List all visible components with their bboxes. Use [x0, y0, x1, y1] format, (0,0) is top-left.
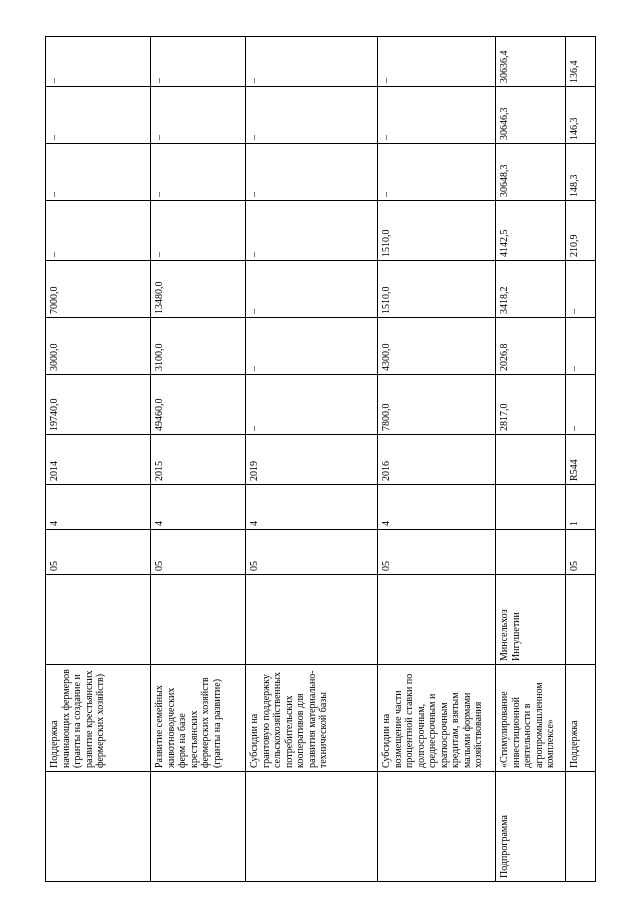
- cell-status: [46, 772, 151, 882]
- cell-year-value: 148,3: [566, 144, 596, 201]
- table-row: [378, 37, 496, 882]
- cell-year-value: –: [151, 144, 246, 201]
- cell-code2: R544: [566, 435, 596, 485]
- cell-year-value: –: [246, 375, 378, 435]
- cell-year-value: 3418,2: [496, 261, 566, 318]
- cell-code: 4: [246, 485, 378, 530]
- table-row: [246, 37, 378, 882]
- cell-year-value: 13480,0: [151, 261, 246, 318]
- cell-year-value: 1510,0: [378, 201, 496, 261]
- cell-year-value: 2817,0: [496, 375, 566, 435]
- cell-executor: [246, 575, 378, 665]
- cell-name: «Стимулирование инвестиционной деятельности в агропромышленном комплексе»: [496, 665, 566, 772]
- cell-year-value: 30648,3: [496, 144, 566, 201]
- cell-year-value: –: [246, 261, 378, 318]
- cell-status: [378, 772, 496, 882]
- cell-executor: [46, 575, 151, 665]
- cell-grbs: 05: [378, 530, 496, 575]
- cell-year-value: 49460,0: [151, 375, 246, 435]
- cell-year-value: –: [246, 318, 378, 375]
- cell-year-value: 4142,5: [496, 201, 566, 261]
- cell-status: [566, 772, 596, 882]
- cell-year-value: –: [378, 144, 496, 201]
- cell-name: Поддержка: [566, 665, 596, 772]
- cell-year-value: 136,4: [566, 37, 596, 87]
- cell-executor: [566, 575, 596, 665]
- cell-executor: Минсельхоз Ингушетии: [496, 575, 566, 665]
- table-row: [46, 37, 151, 882]
- cell-code: 1: [566, 485, 596, 530]
- cell-year-value: –: [566, 261, 596, 318]
- cell-year-value: –: [246, 144, 378, 201]
- cell-code2: 2019: [246, 435, 378, 485]
- cell-status: [246, 772, 378, 882]
- cell-status: Подпрограмма: [496, 772, 566, 882]
- cell-name: Субсидии на грантовую поддержку сельскохозяйственных потребительских кооперативов для развития материально-технической базы: [246, 665, 378, 772]
- cell-grbs: 05: [46, 530, 151, 575]
- cell-year-value: –: [151, 201, 246, 261]
- cell-year-value: 19740,0: [46, 375, 151, 435]
- cell-grbs: 05: [151, 530, 246, 575]
- cell-status: [151, 772, 246, 882]
- cell-grbs: 05: [246, 530, 378, 575]
- cell-year-value: –: [46, 37, 151, 87]
- cell-executor: [151, 575, 246, 665]
- budget-table: [45, 36, 596, 882]
- cell-code2: 2015: [151, 435, 246, 485]
- table-row: [566, 37, 596, 882]
- cell-year-value: –: [246, 87, 378, 144]
- cell-year-value: 4300,0: [378, 318, 496, 375]
- cell-code: [496, 485, 566, 530]
- cell-code2: 2014: [46, 435, 151, 485]
- cell-code2: [496, 435, 566, 485]
- cell-grbs: [496, 530, 566, 575]
- cell-code2: 2016: [378, 435, 496, 485]
- cell-code: 4: [378, 485, 496, 530]
- cell-name: Поддержка начинающих фермеров (гранты на создание и развитие крестьянских фермерских хозяйств): [46, 665, 151, 772]
- table-row: [151, 37, 246, 882]
- cell-grbs: 05: [566, 530, 596, 575]
- cell-year-value: –: [46, 144, 151, 201]
- cell-year-value: –: [46, 201, 151, 261]
- cell-year-value: 7000,0: [46, 261, 151, 318]
- cell-code: 4: [151, 485, 246, 530]
- cell-year-value: –: [378, 37, 496, 87]
- cell-year-value: 30636,4: [496, 37, 566, 87]
- cell-code: 4: [46, 485, 151, 530]
- cell-year-value: –: [566, 375, 596, 435]
- cell-year-value: –: [246, 37, 378, 87]
- cell-executor: [378, 575, 496, 665]
- cell-name: Субсидии на возмещение части процентной ставки по долгосрочным, среднесрочным и краткосрочным кредитам, взятым малыми формами хозяйствования: [378, 665, 496, 772]
- cell-year-value: 2026,8: [496, 318, 566, 375]
- table-row: [496, 37, 566, 882]
- cell-year-value: 30646,3: [496, 87, 566, 144]
- cell-year-value: 3000,0: [46, 318, 151, 375]
- cell-year-value: 1510,0: [378, 261, 496, 318]
- cell-year-value: –: [246, 201, 378, 261]
- cell-year-value: –: [566, 318, 596, 375]
- cell-year-value: –: [151, 37, 246, 87]
- cell-year-value: 3100,0: [151, 318, 246, 375]
- cell-year-value: 7800,0: [378, 375, 496, 435]
- cell-year-value: 146,3: [566, 87, 596, 144]
- cell-year-value: 210,9: [566, 201, 596, 261]
- rotated-budget-table-page: [45, 37, 595, 882]
- cell-year-value: –: [378, 87, 496, 144]
- cell-name: Развитие семейных животноводческих ферм на базе крестьянских фермерских хозяйств (гранты на развитие): [151, 665, 246, 772]
- cell-year-value: –: [46, 87, 151, 144]
- cell-year-value: –: [151, 87, 246, 144]
